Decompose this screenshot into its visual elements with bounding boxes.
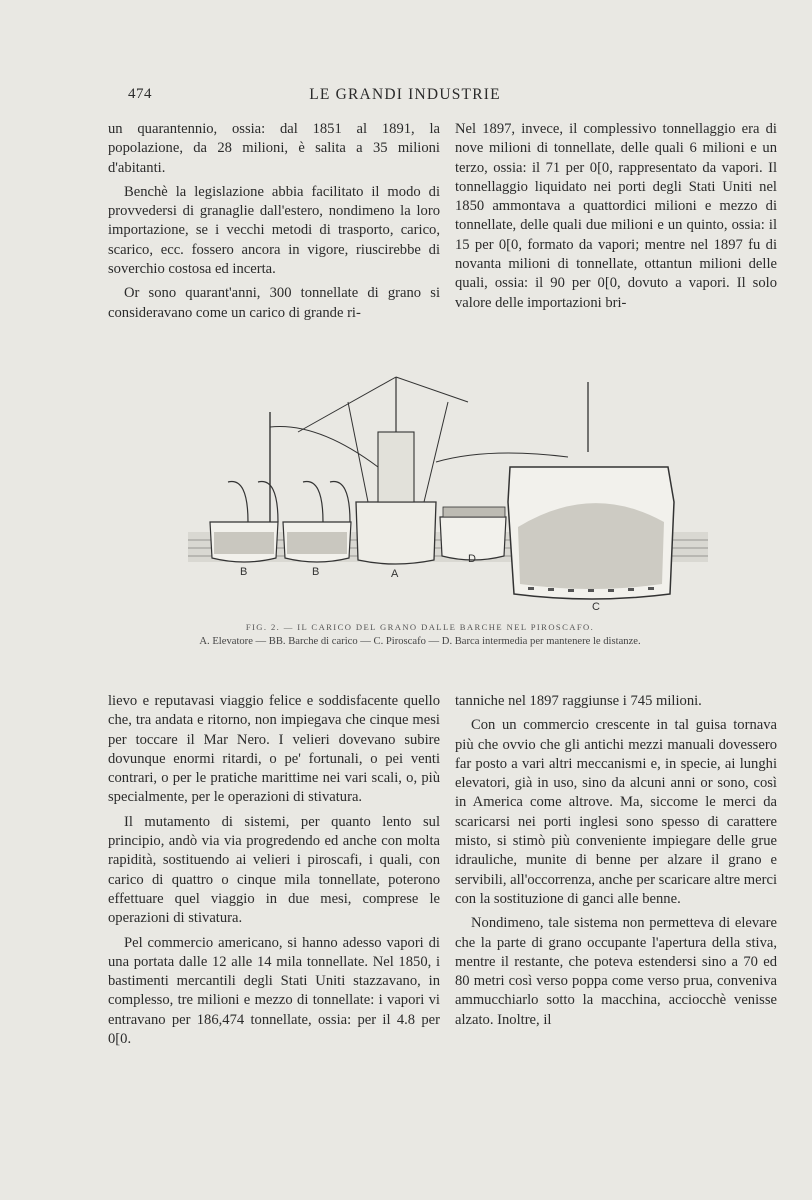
paragraph: Nel 1897, invece, il complessivo tonnellaggio era di nove milioni di tonnellate, delle quali 6 milioni e un terzo, ossia: il 71 per 0[0, rappresentato da vapori. Il tonnellaggio liquidato nei porti degli Stati Uniti nel 1850 ammontava a quattordici milioni e mezzo di tonnellate, delle quali due milioni e un quinto, ossia: il 15 per 0[0, formato da vapori; mentre nel 1897 fu di novanta milioni di tonnellate, ottantun milioni delle quali, ossia: il 90 per 0[0, dovuto a vapori. Il solo valore delle importazioni bri- xyxy=(455,121,777,311)
caption-legend: A. Elevatore — BB. Barche di carico — C. Piroscafo — D. Barca intermedia per mantenere le distanze. xyxy=(199,636,641,647)
barge-b-left xyxy=(210,522,278,562)
running-header xyxy=(106,86,704,108)
running-title: LE GRANDI INDUSTRIE xyxy=(309,86,501,103)
column-left-top xyxy=(108,120,440,323)
label-b-left: B xyxy=(240,566,248,578)
barge-b-right xyxy=(283,522,351,562)
paragraph: un quarantennio, ossia: dal 1851 al 1891, la popolazione, da 28 milioni, è salita a 35 milioni d'abitanti. xyxy=(108,121,440,176)
label-b-right: B xyxy=(312,566,320,578)
paragraph: Benchè la legislazione abbia facilitato il modo di provvedersi di granaglie dall'estero, nondimeno la loro importazione, se i vecchi metodi di trasporto, carico, scarico, ecc. fossero ancora in vigore, riuscirebbe di soverchio costosa ed incerta. xyxy=(108,183,440,278)
page-number: 474 xyxy=(128,86,152,102)
caption-title: FIG. 2. — IL CARICO DEL GRANO DALLE BARCHE NEL PIROSCAFO. xyxy=(245,622,595,632)
grain-loading-illustration xyxy=(188,372,708,622)
label-c: C xyxy=(592,601,600,613)
column-right-bottom xyxy=(455,692,777,1030)
column-left-bottom xyxy=(108,692,440,1049)
figure-caption xyxy=(100,622,740,647)
paragraph: lievo e reputavasi viaggio felice e soddisfacente quello che, tra andata e ritorno, non impiegava che cinque mesi per toccare il Mar Nero. I velieri dovevano subire dovunque enormi ritardi, o pe' fortunali, o pei venti contrari, o per le pratiche marittime nei vari scali, o, più specialmente, per le operazioni di stivatura. xyxy=(108,693,440,806)
paragraph: Or sono quarant'anni, 300 tonnellate di grano si consideravano come un carico di grande ri- xyxy=(108,285,440,321)
column-right-top xyxy=(455,120,777,313)
engraving xyxy=(188,372,708,622)
paragraph: Il mutamento di sistemi, per quanto lento sul principio, andò via via progredendo ed anche con molta rapidità, sostituendo ai velieri i piroscafi, i quali, con carico di quattro o cinque mila tonnellate, poterono effettuare quel viaggio in due mesi, comprese le operazioni di stivatura. xyxy=(108,813,440,927)
label-a: A xyxy=(391,568,399,580)
paragraph: Con un commercio crescente in tal guisa tornava più che ovvio che gli antichi mezzi manuali dovessero far posto a vari altri meccanismi e, in specie, ai lunghi elevatori, già in uso, sino da alcuni anni or sono, così in America come altrove. Ma, siccome le merci da scaricarsi nei porti inglesi sono spesso di carattere misto, si stimò più conveniente impiegare delle grue idrauliche, munite di benne per alzare il grano e servibili, all'occorrenza, anche per scaricare altre merci con la sostituzione di ganci alle benne. xyxy=(455,717,777,907)
paragraph: Pel commercio americano, si hanno adesso vapori di una portata dalle 12 alle 14 mila tonnellate. Nel 1850, i bastimenti mercantili degli Stati Uniti stazzavano, in complesso, tre milioni e mezzo di tonnellate: i vapori vi entravano per 186,474 tonnellate, ossia: per il 4.8 per 0[0. xyxy=(108,934,440,1048)
paragraph: tanniche nel 1897 raggiunse i 745 milioni. xyxy=(455,693,702,709)
paragraph: Nondimeno, tale sistema non permetteva di elevare che la parte di grano occupante l'apertura della stiva, mentre il restante, che poteva estendersi sino a 70 ed 80 metri così verso poppa come verso prua, conveniva ammucchiarlo sotto la macchina, acciocchè venisse alzato. Inoltre, il xyxy=(455,915,777,1028)
label-d: D xyxy=(468,553,476,565)
